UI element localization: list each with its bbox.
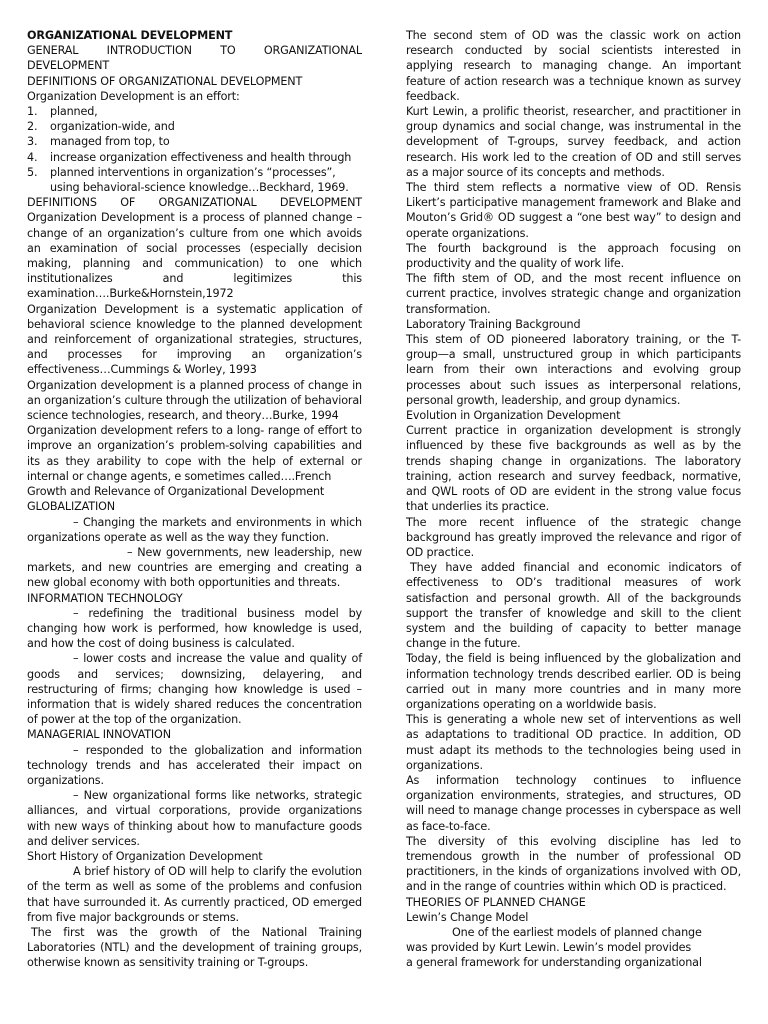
lewin-model-line-1: One of the earliest models of planned change bbox=[452, 925, 702, 939]
evolution-paragraph-5: This is generating a whole new set of interventions as well as adaptations to traditional OD practice. In addition, OD must adapt its methods to the technologies being used in organizations. bbox=[406, 713, 741, 772]
mi-point-1: – responded to the globalization and information technology trends and has accelerated their impact on organizations. bbox=[27, 743, 362, 787]
list-number: 4. bbox=[27, 150, 38, 164]
list-text: managed from top, to bbox=[50, 135, 170, 149]
list-number: 3. bbox=[27, 135, 38, 149]
list-item bbox=[27, 150, 362, 165]
list-text: planned, bbox=[50, 105, 98, 119]
theories-heading: THEORIES OF PLANNED CHANGE bbox=[406, 895, 586, 909]
definition-burke-hornstein: Organization Development is a process of planned change – change of an organization’s culture from one which avoids an examination of social processes (especially decision making, planning and communication) to one which institutionalizes and legitimizes this examination….Burke&Hornstein,1972 bbox=[27, 211, 362, 301]
list-item bbox=[27, 104, 362, 119]
history-paragraph-2: The first was the growth of the National Training Laboratories (NTL) and the development of training groups, otherwise known as sensitivity training or T-groups. bbox=[27, 925, 362, 970]
stem-5-paragraph: The fifth stem of OD, and the most recent influence on current practice, involves strategic change and organization transformation. bbox=[406, 272, 741, 316]
list-item bbox=[27, 119, 362, 134]
list-text: organization-wide, and bbox=[50, 120, 175, 134]
list-item bbox=[27, 134, 362, 149]
evolution-paragraph-2: The more recent influence of the strategic change background has greatly improved the relevance and rigor of OD practice. bbox=[406, 515, 741, 559]
history-paragraph-1: A brief history of OD will help to clarify the evolution of the term as well as some of the problems and confusion that have surrounded it. As currently practiced, OD emerged from five major backgrounds or stems. bbox=[27, 865, 362, 924]
right-column bbox=[406, 28, 741, 971]
lewin-model-heading: Lewin’s Change Model bbox=[406, 910, 529, 924]
definition-cummings-worley: Organization Development is a systematic application of behavioral science knowledge to the planned development and reinforcement of organizational strategies, structures, and processes for improving an organization’s effectiveness…Cummings & Worley, 1993 bbox=[27, 302, 362, 377]
left-column bbox=[27, 28, 362, 971]
evolution-paragraph-1: Current practice in organization development is strongly influenced by these five backgrounds as well as by the trends shaping change in organizations. The laboratory training, action research and survey feedback, normative, and QWL roots of OD are evident in the strong value focus that underlies its practice. bbox=[406, 424, 741, 514]
managerial-innovation-heading: MANAGERIAL INNOVATION bbox=[27, 728, 171, 742]
evolution-paragraph-7: The diversity of this evolving discipline has led to tremendous growth in the number of professional OD practitioners, in the kinds of organizations involved with OD, and in the range of countries within which OD is practiced. bbox=[406, 834, 741, 894]
evolution-paragraph-4: Today, the field is being influenced by the globalization and information technology trends described earlier. OD is being carried out in many more countries and in many more organizations operating on a worldwide basis. bbox=[406, 652, 741, 711]
definitions-heading: DEFINITIONS OF ORGANIZATIONAL DEVELOPMENT bbox=[27, 74, 303, 88]
evolution-heading: Evolution in Organization Development bbox=[406, 409, 621, 423]
list-text: increase organization effectiveness and health through bbox=[50, 150, 352, 164]
effort-intro: Organization Development is an effort: bbox=[27, 89, 240, 103]
evolution-paragraph-6: As information technology continues to influence organization environments, strategies, and structures, OD will need to manage change processes in cyberspace as well as face-to-face. bbox=[406, 773, 741, 833]
definition-burke: Organization development is a planned process of change in an organization’s culture through the utilization of behavioral science technologies, research, and theory…Burke, 1994 bbox=[27, 378, 362, 423]
mi-point-2: – New organizational forms like networks, strategic alliances, and virtual corporations, provide organizations with new ways of thinking about how to manufacture goods and deliver services. bbox=[27, 789, 362, 848]
list-item bbox=[27, 165, 362, 195]
definition-french: Organization development refers to a long- range of effort to improve an organization’s problem-solving capabilities and its as they arability to cope with the help of external or internal or change agents, e sometimes called….French bbox=[27, 424, 362, 483]
stem-2-paragraph: The second stem of OD was the classic work on action research conducted by social scientists interested in applying research to managing change. An important feature of action research was a technique known as survey feedback. bbox=[406, 29, 741, 103]
it-point-2: – lower costs and increase the value and quality of goods and services; downsizing, delayering, and restructuring of firms; changing how knowledge is used – information that is widely shared reduces the concentration of power at the top of the organization. bbox=[27, 652, 362, 727]
globalization-heading: GLOBALIZATION bbox=[27, 500, 115, 514]
lewin-model-line-3: a general framework for understanding organizational bbox=[406, 956, 702, 970]
laboratory-training-paragraph: This stem of OD pioneered laboratory training, or the T-group—a small, unstructured group in which participants learn from their own interactions and evolving group processes about such issues as interpersonal relations, personal growth, leadership, and group dynamics. bbox=[406, 333, 741, 407]
definitions-heading-2: DEFINITIONS OF ORGANIZATIONAL DEVELOPMENT bbox=[27, 196, 362, 210]
it-point-1: – redefining the traditional business model by changing how work is performed, how knowledge is used, and how the cost of doing business is calculated. bbox=[27, 606, 362, 651]
list-number: 5. bbox=[27, 165, 38, 179]
globalization-point-2: – New governments, new leadership, new markets, and new countries are emerging and creating a new global economy with both opportunities and threats. bbox=[27, 545, 362, 590]
list-number: 1. bbox=[27, 105, 38, 119]
laboratory-training-heading: Laboratory Training Background bbox=[406, 317, 581, 331]
stem-3-paragraph: The third stem reflects a normative view of OD. Rensis Likert’s participative management framework and Blake and Mouton’s Grid® OD suggest a “one best way” to design and operate organizations. bbox=[406, 181, 741, 240]
effort-list bbox=[27, 104, 362, 195]
growth-heading: Growth and Relevance of Organizational Development bbox=[27, 485, 325, 499]
kurt-lewin-paragraph: Kurt Lewin, a prolific theorist, researcher, and practitioner in group dynamics and social change, was instrumental in the development of T-groups, survey feedback, and action research. His work led to the creation of OD and still serves as a major source of its concepts and methods. bbox=[406, 105, 741, 179]
history-heading: Short History of Organization Development bbox=[27, 849, 263, 863]
general-intro-heading: GENERAL INTRODUCTION TO ORGANIZATIONAL DEVELOPMENT bbox=[27, 44, 362, 73]
list-text: planned interventions in organization’s “processes”, using behavioral-science knowledge…Beckhard, 1969. bbox=[50, 165, 349, 195]
information-technology-heading: INFORMATION TECHNOLOGY bbox=[27, 591, 183, 605]
lewin-model-line-2: was provided by Kurt Lewin. Lewin’s model provides bbox=[406, 941, 692, 955]
list-number: 2. bbox=[27, 120, 38, 134]
stem-4-paragraph: The fourth background is the approach focusing on productivity and the quality of work life. bbox=[406, 241, 741, 271]
document-title: ORGANIZATIONAL DEVELOPMENT bbox=[27, 29, 233, 42]
globalization-point-1: – Changing the markets and environments in which organizations operate as well as the way they function. bbox=[27, 515, 362, 544]
evolution-paragraph-3: They have added financial and economic indicators of effectiveness to OD’s traditional measures of work satisfaction and personal growth. All of the backgrounds support the transfer of knowledge and skill to the client system and the building of capacity to better manage change in the future. bbox=[406, 561, 741, 651]
